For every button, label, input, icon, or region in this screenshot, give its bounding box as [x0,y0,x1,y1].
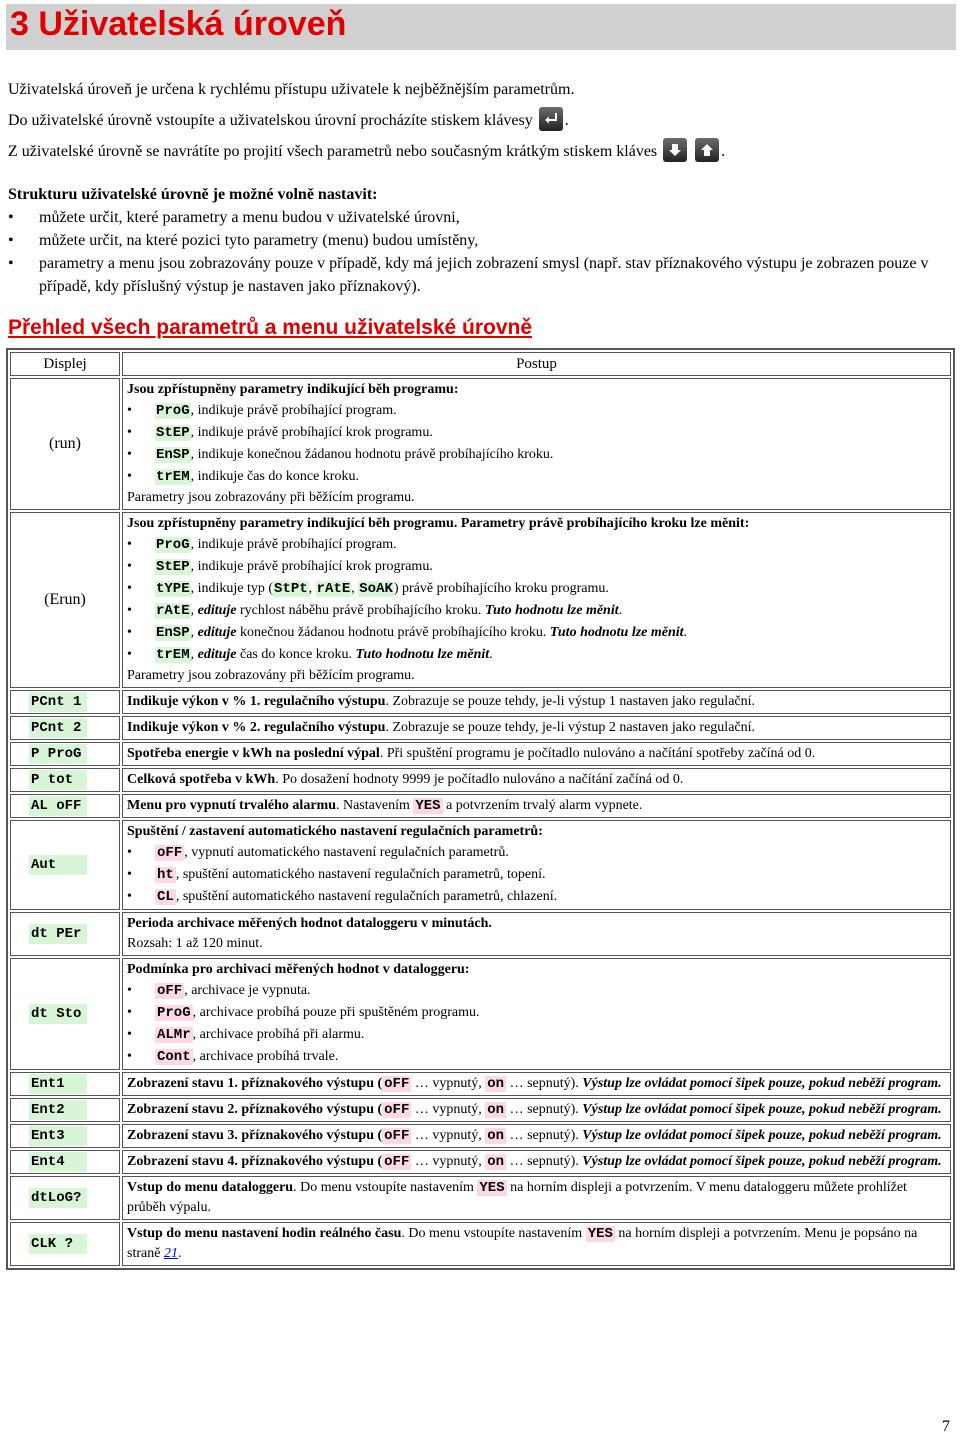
display-cell [10,768,120,792]
item-text: , indikuje konečnou žádanou hodnotu právě probíhajícího kroku. [190,447,554,462]
procedure-ent2 [122,1098,951,1122]
run-heading: Jsou zpřístupněny parametry indikující běh programu: [127,382,459,397]
bold-text: Indikuje výkon v % 2. regulačního výstupu [127,720,386,735]
display-pcnt1: PCnt 1 [29,692,87,712]
item-text: , [190,647,198,662]
plain-text: … sepnutý). [506,1154,583,1169]
list-item [127,444,946,466]
item-text: , indikuje typ ( [190,581,274,596]
plain-text: … vypnutý, [411,1128,486,1143]
erun-heading: Jsou zpřístupněny parametry indikující běh programu. Parametry právě probíhajícího kroku lze měnit: [127,516,750,531]
list-item [127,400,946,422]
display-dtlog: dtLoG? [29,1188,87,1208]
intro-text-1: Uživatelská úroveň je určena k rychlému přístupu uživatele k nejběžnějším parametrům. [8,81,575,98]
display-ent4: Ent4 [29,1152,87,1172]
item-text: , indikuje právě probíhající krok programu. [190,425,433,440]
structure-heading: Strukturu uživatelské úrovně je možné volně nastavit: [8,186,378,203]
list-item [127,1046,946,1068]
structure-section [8,183,953,298]
item-text: , archivace probíhá trvale. [192,1049,339,1064]
item-text: rychlost náběhu právě probíhajícího kroku. [236,603,485,618]
display-run: (run) [10,378,120,510]
bold-text: Spotřeba energie v kWh na poslední výpal [127,746,380,761]
dtsto-heading: Podmínka pro archivaci měřených hodnot v dataloggeru: [127,962,470,977]
plain-text: Rozsah: 1 až 120 minut. [127,936,263,951]
lcd-code: YES [415,798,441,814]
list-item: • můžete určit, které parametry a menu budou v uživatelské úrovni, [8,206,953,229]
lcd-code: YES [587,1226,613,1242]
list-item: • můžete určit, na které pozici tyto parametry (menu) budou umístěny, [8,229,953,252]
item-text: . [489,647,493,662]
procedure-ent3 [122,1124,951,1148]
item-text: , indikuje čas do konce kroku. [190,469,359,484]
list-item [127,466,946,488]
item-edit: edituje [197,647,237,662]
display-aloff: AL oFF [29,796,87,816]
note-text: Výstup lze ovládat pomocí šipek pouze, pokud neběží program. [582,1154,942,1169]
list-item [127,864,946,886]
bold-text: Menu pro vypnutí trvalého alarmu [127,798,336,813]
lcd-code: oFF [384,1102,410,1118]
structure-list [8,206,953,298]
procedure-aut [122,820,951,910]
display-cell [10,794,120,818]
procedure-dtsto [122,958,951,1070]
page-number: 7 [942,1418,950,1435]
plain-text: . Po dosažení hodnoty 9999 je počítadlo nulováno a načítání začíná od 0. [275,772,684,787]
list-item [127,556,946,578]
table-row [10,820,951,910]
display-cell [10,912,120,956]
item-edit: edituje [197,603,237,618]
plain-text: … vypnutý, [411,1076,486,1091]
item-text: , [308,581,316,596]
display-dtsto: dt Sto [29,1004,87,1024]
display-clk: CLK ? [29,1234,87,1254]
list-item [127,600,946,622]
note-text: Výstup lze ovládat pomocí šipek pouze, pokud neběží program. [582,1076,942,1091]
display-cell [10,1176,120,1220]
table-row [10,958,951,1070]
item-text: , spuštění automatického nastavení regulačních parametrů, chlazení. [175,889,558,904]
item-text: , [351,581,359,596]
item-text: , archivace je vypnuta. [184,983,311,998]
lcd-code: StEP [156,425,190,441]
intro-section [8,76,953,169]
lcd-code: CL [157,889,174,905]
table-row [10,794,951,818]
run-footer: Parametry jsou zobrazovány při běžícím programu. [127,490,415,505]
plain-text: . Nastavením [335,798,414,813]
item-text: , indikuje právě probíhající program. [190,403,397,418]
list-item [127,644,946,666]
lcd-code: ALMr [157,1027,191,1043]
bold-text: Vstup do menu dataloggeru [127,1180,294,1195]
item-text: , spuštění automatického nastavení regulačních parametrů, topení. [175,867,546,882]
procedure-run [122,378,951,510]
item-text: , archivace probíhá při alarmu. [192,1027,365,1042]
display-cell [10,1222,120,1266]
intro-text-3: Z uživatelské úrovně se navrátíte po projití všech parametrů nebo současným krátkým stiskem kláves [8,143,658,160]
lcd-code: StEP [156,559,190,575]
table-row [10,1150,951,1174]
plain-text: … sepnutý). [506,1076,583,1091]
plain-text: na horním displeji a potvrzením. Menu je popsáno na straně [127,1226,918,1261]
arrow-up-key-icon [695,138,719,162]
bold-text: Zobrazení stavu 2. příznakového výstupu ( [127,1102,383,1117]
intro-text-3-end: . [721,143,726,160]
table-row [10,716,951,740]
overview-title: Přehled všech parametrů a menu uživatelské úrovně [8,316,533,339]
display-ent2: Ent2 [29,1100,87,1120]
lcd-code: Cont [157,1049,191,1065]
procedure-dtper [122,912,951,956]
procedure-pcnt1 [122,690,951,714]
display-cell [10,742,120,766]
display-cell [10,820,120,910]
table-row [10,768,951,792]
procedure-aloff [122,794,951,818]
intro-line-3 [8,138,953,169]
chapter-title: 3 Uživatelská úroveň [10,5,347,43]
lcd-code: trEM [156,647,190,663]
page-link[interactable]: 21 [163,1246,178,1261]
plain-text: na horním displeji a potvrzením. V menu dataloggeru můžete prohlížet průběh výpalu. [127,1180,907,1215]
parameters-table [6,348,955,1270]
table-row [10,512,951,688]
lcd-code: oFF [384,1076,410,1092]
lcd-code: EnSP [156,447,190,463]
erun-footer: Parametry jsou zobrazovány při běžícím programu. [127,668,415,683]
display-ent3: Ent3 [29,1126,87,1146]
header-procedure: Postup [122,352,951,376]
table-row [10,1124,951,1148]
lcd-code: rAtE [316,581,351,597]
lcd-code: YES [479,1180,505,1196]
intro-line-2 [8,107,953,138]
table-row [10,742,951,766]
lcd-code: oFF [384,1128,410,1144]
item-text: ) právě probíhajícího kroku programu. [393,581,609,596]
display-cell [10,1098,120,1122]
plain-text: . Zobrazuje se pouze tehdy, je-li výstup 1 nastaven jako regulační. [385,694,756,709]
bold-text: Zobrazení stavu 4. příznakového výstupu ( [127,1154,383,1169]
lcd-code: EnSP [156,625,190,641]
table-row [10,378,951,510]
display-erun: (Erun) [10,512,120,688]
list-item [127,1002,946,1024]
lcd-code: oFF [157,983,183,999]
procedure-ptot [122,768,951,792]
list-item [127,578,946,600]
table-row [10,1098,951,1122]
item-note: Tuto hodnotu lze měnit [549,625,684,640]
procedure-pprog [122,742,951,766]
lcd-code: ProG [156,537,190,553]
item-text: čas do konce kroku. [236,647,356,662]
item-note: Tuto hodnotu lze měnit [484,603,619,618]
aut-heading: Spuštění / zastavení automatického nastavení regulačních parametrů: [127,824,543,839]
plain-text: . Zobrazuje se pouze tehdy, je-li výstup 2 nastaven jako regulační. [385,720,756,735]
table-row [10,1176,951,1220]
item-text: konečnou žádanou hodnotu právě probíhajícího kroku. [236,625,550,640]
item-text: , vypnutí automatického nastavení regulačních parametrů. [184,845,509,860]
lcd-code: SoAK [359,581,393,597]
display-pprog: P ProG [29,744,87,764]
display-ptot: P tot [29,770,87,790]
lcd-code: on [487,1154,505,1170]
lcd-code: rAtE [156,603,190,619]
item-text: . [618,603,623,618]
table-row [10,912,951,956]
display-cell [10,1124,120,1148]
item-note: Tuto hodnotu lze měnit [355,647,490,662]
plain-text: . Při spuštění programu je počítadlo nulováno a načítání spotřeby začíná od 0. [379,746,816,761]
list-item [127,842,946,864]
lcd-code: trEM [156,469,190,485]
item-text: , indikuje právě probíhající krok programu. [190,559,433,574]
list-item [127,622,946,644]
plain-text: … vypnutý, [411,1102,486,1117]
enter-key-icon [539,107,563,131]
lcd-code: on [487,1102,505,1118]
display-cell [10,1150,120,1174]
procedure-dtlog [122,1176,951,1220]
table-row [10,1222,951,1266]
bold-text: Perioda archivace měřených hodnot dataloggeru v minutách. [127,916,492,931]
intro-text-2: Do uživatelské úrovně vstoupíte a uživatelskou úrovní procházíte stiskem klávesy [8,112,533,129]
lcd-code: on [487,1076,505,1092]
procedure-ent4 [122,1150,951,1174]
bold-text: Zobrazení stavu 3. příznakového výstupu ( [127,1128,383,1143]
lcd-code: ht [157,867,174,883]
bold-text: Celková spotřeba v kWh [127,772,276,787]
item-text: , [190,625,198,640]
display-dtper: dt PEr [29,924,87,944]
list-item [127,980,946,1002]
display-pcnt2: PCnt 2 [29,718,87,738]
note-text: Výstup lze ovládat pomocí šipek pouze, pokud neběží program. [582,1102,942,1117]
list-item [127,886,946,908]
item-edit: edituje [197,625,237,640]
intro-text-2-end: . [564,112,569,129]
item-text: , [190,603,198,618]
bold-text: Indikuje výkon v % 1. regulačního výstupu [127,694,386,709]
list-item [127,1024,946,1046]
plain-text: . [177,1246,182,1261]
display-ent1: Ent1 [29,1074,87,1094]
item-text: , archivace probíhá pouze při spuštěném programu. [192,1005,480,1020]
item-text: , indikuje právě probíhající program. [190,537,397,552]
display-cell [10,1072,120,1096]
display-aut: Aut [29,855,87,875]
intro-line-1 [8,76,953,107]
plain-text: . Do menu vstoupíte nastavením [401,1226,586,1241]
item-text: . [683,625,688,640]
lcd-code: ProG [157,1005,191,1021]
plain-text: a potvrzením trvalý alarm vypnete. [442,798,643,813]
procedure-clk [122,1222,951,1266]
lcd-code: ProG [156,403,190,419]
display-cell [10,690,120,714]
header-display: Displej [10,352,120,376]
lcd-code: on [487,1128,505,1144]
table-row [10,1072,951,1096]
arrow-down-key-icon [663,138,687,162]
list-item [127,534,946,556]
lcd-code: tYPE [156,581,190,597]
procedure-ent1 [122,1072,951,1096]
bold-text: Zobrazení stavu 1. příznakového výstupu ( [127,1076,383,1091]
bold-text: Vstup do menu nastavení hodin reálného času [127,1226,402,1241]
display-cell [10,716,120,740]
plain-text: … sepnutý). [506,1128,583,1143]
table-header-row [10,352,951,376]
list-item [127,422,946,444]
lcd-code: oFF [384,1154,410,1170]
plain-text: … sepnutý). [506,1102,583,1117]
procedure-pcnt2 [122,716,951,740]
lcd-code: oFF [157,845,183,861]
list-item: • parametry a menu jsou zobrazovány pouze v případě, kdy má jejich zobrazení smysl (např. stav příznakového výstupu je zobrazen pouze v případě, kdy příslušný výstup je nastaven jako příznakový). [8,252,953,298]
lcd-code: StPt [274,581,308,597]
plain-text: . Do menu vstoupíte nastavením [293,1180,478,1195]
note-text: Výstup lze ovládat pomocí šipek pouze, pokud neběží program. [582,1128,942,1143]
procedure-erun [122,512,951,688]
table-row [10,690,951,714]
display-cell [10,958,120,1070]
plain-text: … vypnutý, [411,1154,486,1169]
chapter-header [6,4,956,50]
